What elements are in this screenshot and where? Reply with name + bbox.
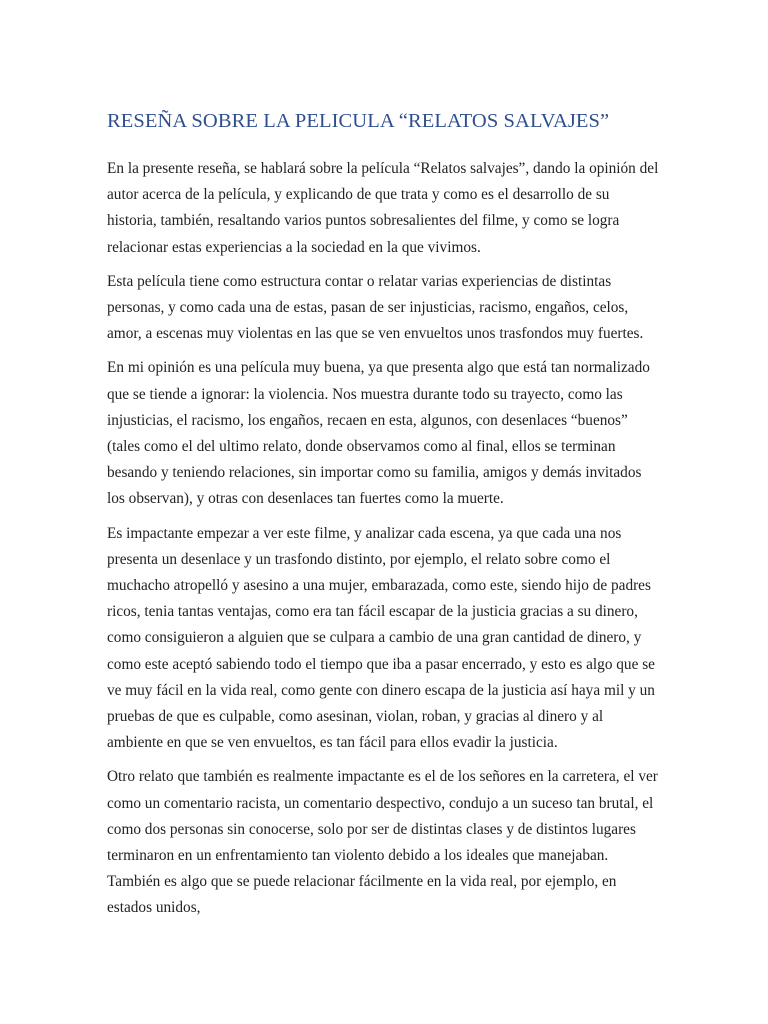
document-page bbox=[107, 0, 659, 930]
paragraph-5: Otro relato que también es realmente impactante es el de los señores en la carretera, el ver como un comentario racista, un comentario despectivo, condujo a un suceso tan brutal, el como dos personas sin conocerse, solo por ser de distintas clases y de distintos lugares terminaron en un enfrentamiento tan violento debido a los ideales que manejaban. También es algo que se puede relacionar fácilmente en la vida real, por ejemplo, en estados unidos, bbox=[107, 768, 658, 917]
paragraph-4: Es impactante empezar a ver este filme, y analizar cada escena, ya que cada una nos presenta un desenlace y un trasfondo distinto, por ejemplo, el relato sobre como el muchacho atropelló y asesino a una mujer, embarazada, como este, siendo hijo de padres ricos, tenia tantas ventajas, como era tan fácil escapar de la justicia gracias a su dinero, como consiguieron a alguien que se culpara a cambio de una gran cantidad de dinero, y como este aceptó sabiendo todo el tiempo que iba a pasar encerrado, y esto es algo que se ve muy fácil en la vida real, como gente con dinero escapa de la justicia así haya mil y un pruebas de que es culpable, como asesinan, violan, roban, y gracias al dinero y al ambiente en que se ven envueltos, es tan fácil para ellos evadir la justicia. bbox=[107, 524, 655, 752]
document-body bbox=[107, 156, 659, 922]
paragraph-3: En mi opinión es una película muy buena, ya que presenta algo que está tan normalizado que se tiende a ignorar: la violencia. Nos muestra durante todo su trayecto, como las injusticias, el racismo, los engaños, recaen en esta, algunos, con desenlaces “buenos” (tales como el del ultimo relato, donde observamos como al final, ellos se terminan besando y teniendo relaciones, sin importar como su familia, amigos y demás invitados los observan), y otras con desenlaces tan fuertes como la muerte. bbox=[107, 359, 650, 508]
document-title: RESEÑA SOBRE LA PELICULA “RELATOS SALVAJES” bbox=[107, 110, 610, 132]
paragraph-2: Esta película tiene como estructura contar o relatar varias experiencias de distintas personas, y como cada una de estas, pasan de ser injusticias, racismo, engaños, celos, amor, a escenas muy violentas en las que se ven envueltos unos trasfondos muy fuertes. bbox=[107, 272, 644, 343]
paragraph-1: En la presente reseña, se hablará sobre la película “Relatos salvajes”, dando la opinión del autor acerca de la película, y explicando de que trata y como es el desarrollo de su historia, también, resaltando varios puntos sobresalientes del filme, y como se logra relacionar estas experiencias a la sociedad en la que vivimos. bbox=[107, 160, 659, 256]
